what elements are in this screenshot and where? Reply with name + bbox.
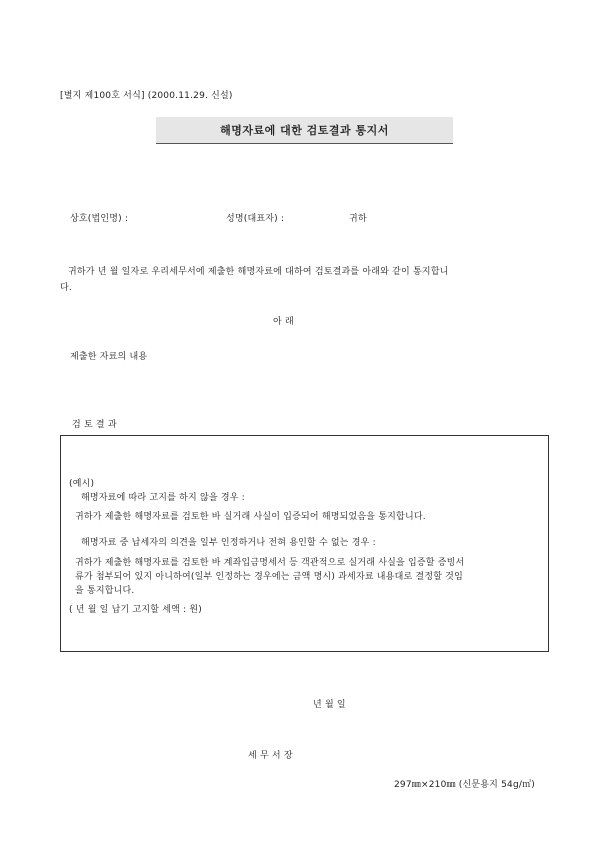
- case1-heading: 해명자료에 따라 고지를 하지 않을 경우 :: [81, 493, 245, 503]
- paper-specification: 297㎜×210㎜ (신문용지 54g/㎡): [394, 780, 536, 790]
- example-label: (예시): [69, 479, 95, 489]
- tax-office-head: 세 무 서 장: [248, 751, 293, 761]
- document-title: 해명자료에 대한 검토결과 통지서: [220, 124, 389, 137]
- company-name-label: 상호(법인명) :: [70, 214, 129, 224]
- intro-line-2: 다.: [60, 283, 72, 293]
- case2-text-line-1: 귀하가 제출한 해명자료를 검토한 바 계좌입금명세서 등 객관적으로 실거래 사실을 입증할 증빙서: [75, 558, 465, 568]
- date-line: 년 월 일: [313, 700, 346, 710]
- representative-label: 성명(대표자) :: [226, 214, 285, 224]
- document-title-box: [156, 117, 453, 144]
- case2-heading: 해명자료 중 납세자의 의견을 일부 인정하거나 전혀 용인할 수 없는 경우 :: [81, 538, 376, 548]
- tax-notice-line: ( 년 월 일 납기 고지할 세액 : 원): [69, 605, 202, 615]
- review-result-label: 검 토 결 과: [72, 420, 117, 430]
- form-reference: [별지 제100호 서식] (2000.11.29. 신설): [60, 91, 233, 101]
- case1-text: 귀하가 제출한 해명자료를 검토한 바 실거래 사실이 입증되어 해명되었음을 통지합니다.: [75, 512, 426, 522]
- case2-text-line-2: 류가 첨부되어 있지 아니하여(일부 인정하는 경우에는 금액 명시) 과세자료 내용대로 결정할 것임: [75, 572, 463, 582]
- addressee-honorific: 귀하: [349, 214, 367, 224]
- below-heading: 아 래: [273, 317, 294, 327]
- case2-text-line-3: 을 통지합니다.: [75, 586, 135, 596]
- review-result-box: [60, 435, 549, 652]
- intro-line-1: 귀하가 년 월 일자로 우리세무서에 제출한 해명자료에 대하여 검토결과를 아래와 같이 통지합니: [68, 267, 449, 277]
- submitted-content-label: 제출한 자료의 내용: [70, 352, 148, 362]
